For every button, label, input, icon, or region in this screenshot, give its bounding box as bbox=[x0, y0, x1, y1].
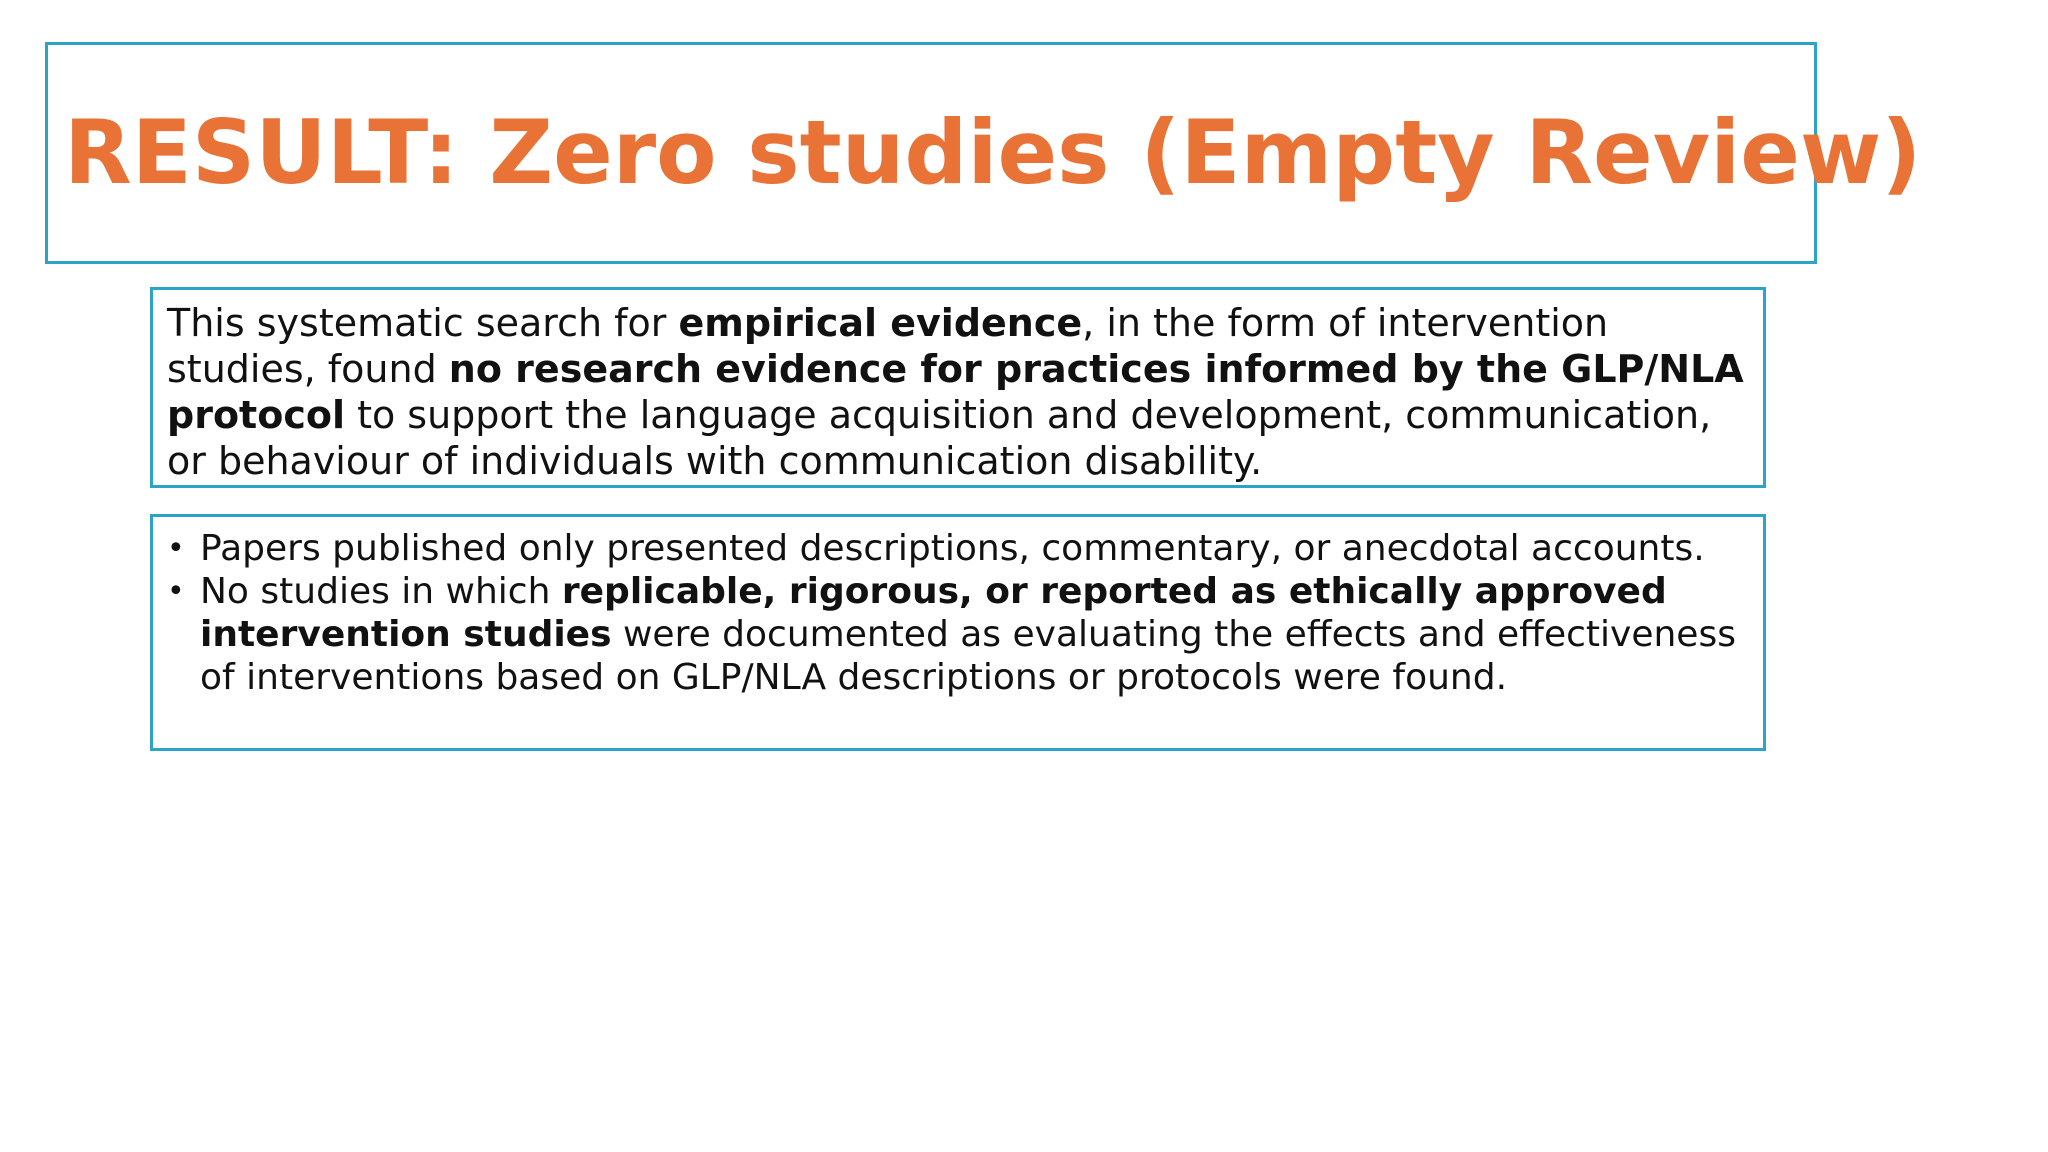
summary-text-1: This systematic search for bbox=[167, 301, 679, 345]
summary-text-3: to support the language acquisition and development, communication, or behaviour of individuals with communication disability. bbox=[167, 393, 1712, 483]
bullet-1-text: Papers published only presented descriptions, commentary, or anecdotal accounts. bbox=[200, 528, 1705, 569]
bullet-2-text-1: No studies in which bbox=[200, 571, 562, 612]
slide-title: RESULT: Zero studies (Empty Review) bbox=[64, 101, 1922, 204]
bullet-item-2 bbox=[167, 570, 1749, 699]
bullet-2-bold: replicable, rigorous, or reported as ethically approved intervention studies bbox=[200, 571, 1667, 655]
bullet-list bbox=[167, 527, 1749, 699]
title-box bbox=[45, 42, 1922, 264]
bullet-icon: • bbox=[167, 574, 185, 609]
bullet-item-1 bbox=[167, 527, 1749, 570]
summary-text-2: , in the form of intervention studies, found bbox=[167, 301, 1609, 391]
summary-box bbox=[150, 287, 1766, 488]
bullet-2-text-2: were documented as evaluating the effects and effectiveness of interventions based on GLP/NLA descriptions or protocols were found. bbox=[200, 614, 1736, 698]
bullet-icon: • bbox=[167, 531, 185, 566]
bullets-box bbox=[150, 514, 1766, 751]
summary-bold-no-research-evidence: no research evidence for practices informed by the GLP/NLA protocol bbox=[167, 347, 1744, 437]
summary-bold-empirical-evidence: empirical evidence bbox=[678, 301, 1083, 345]
